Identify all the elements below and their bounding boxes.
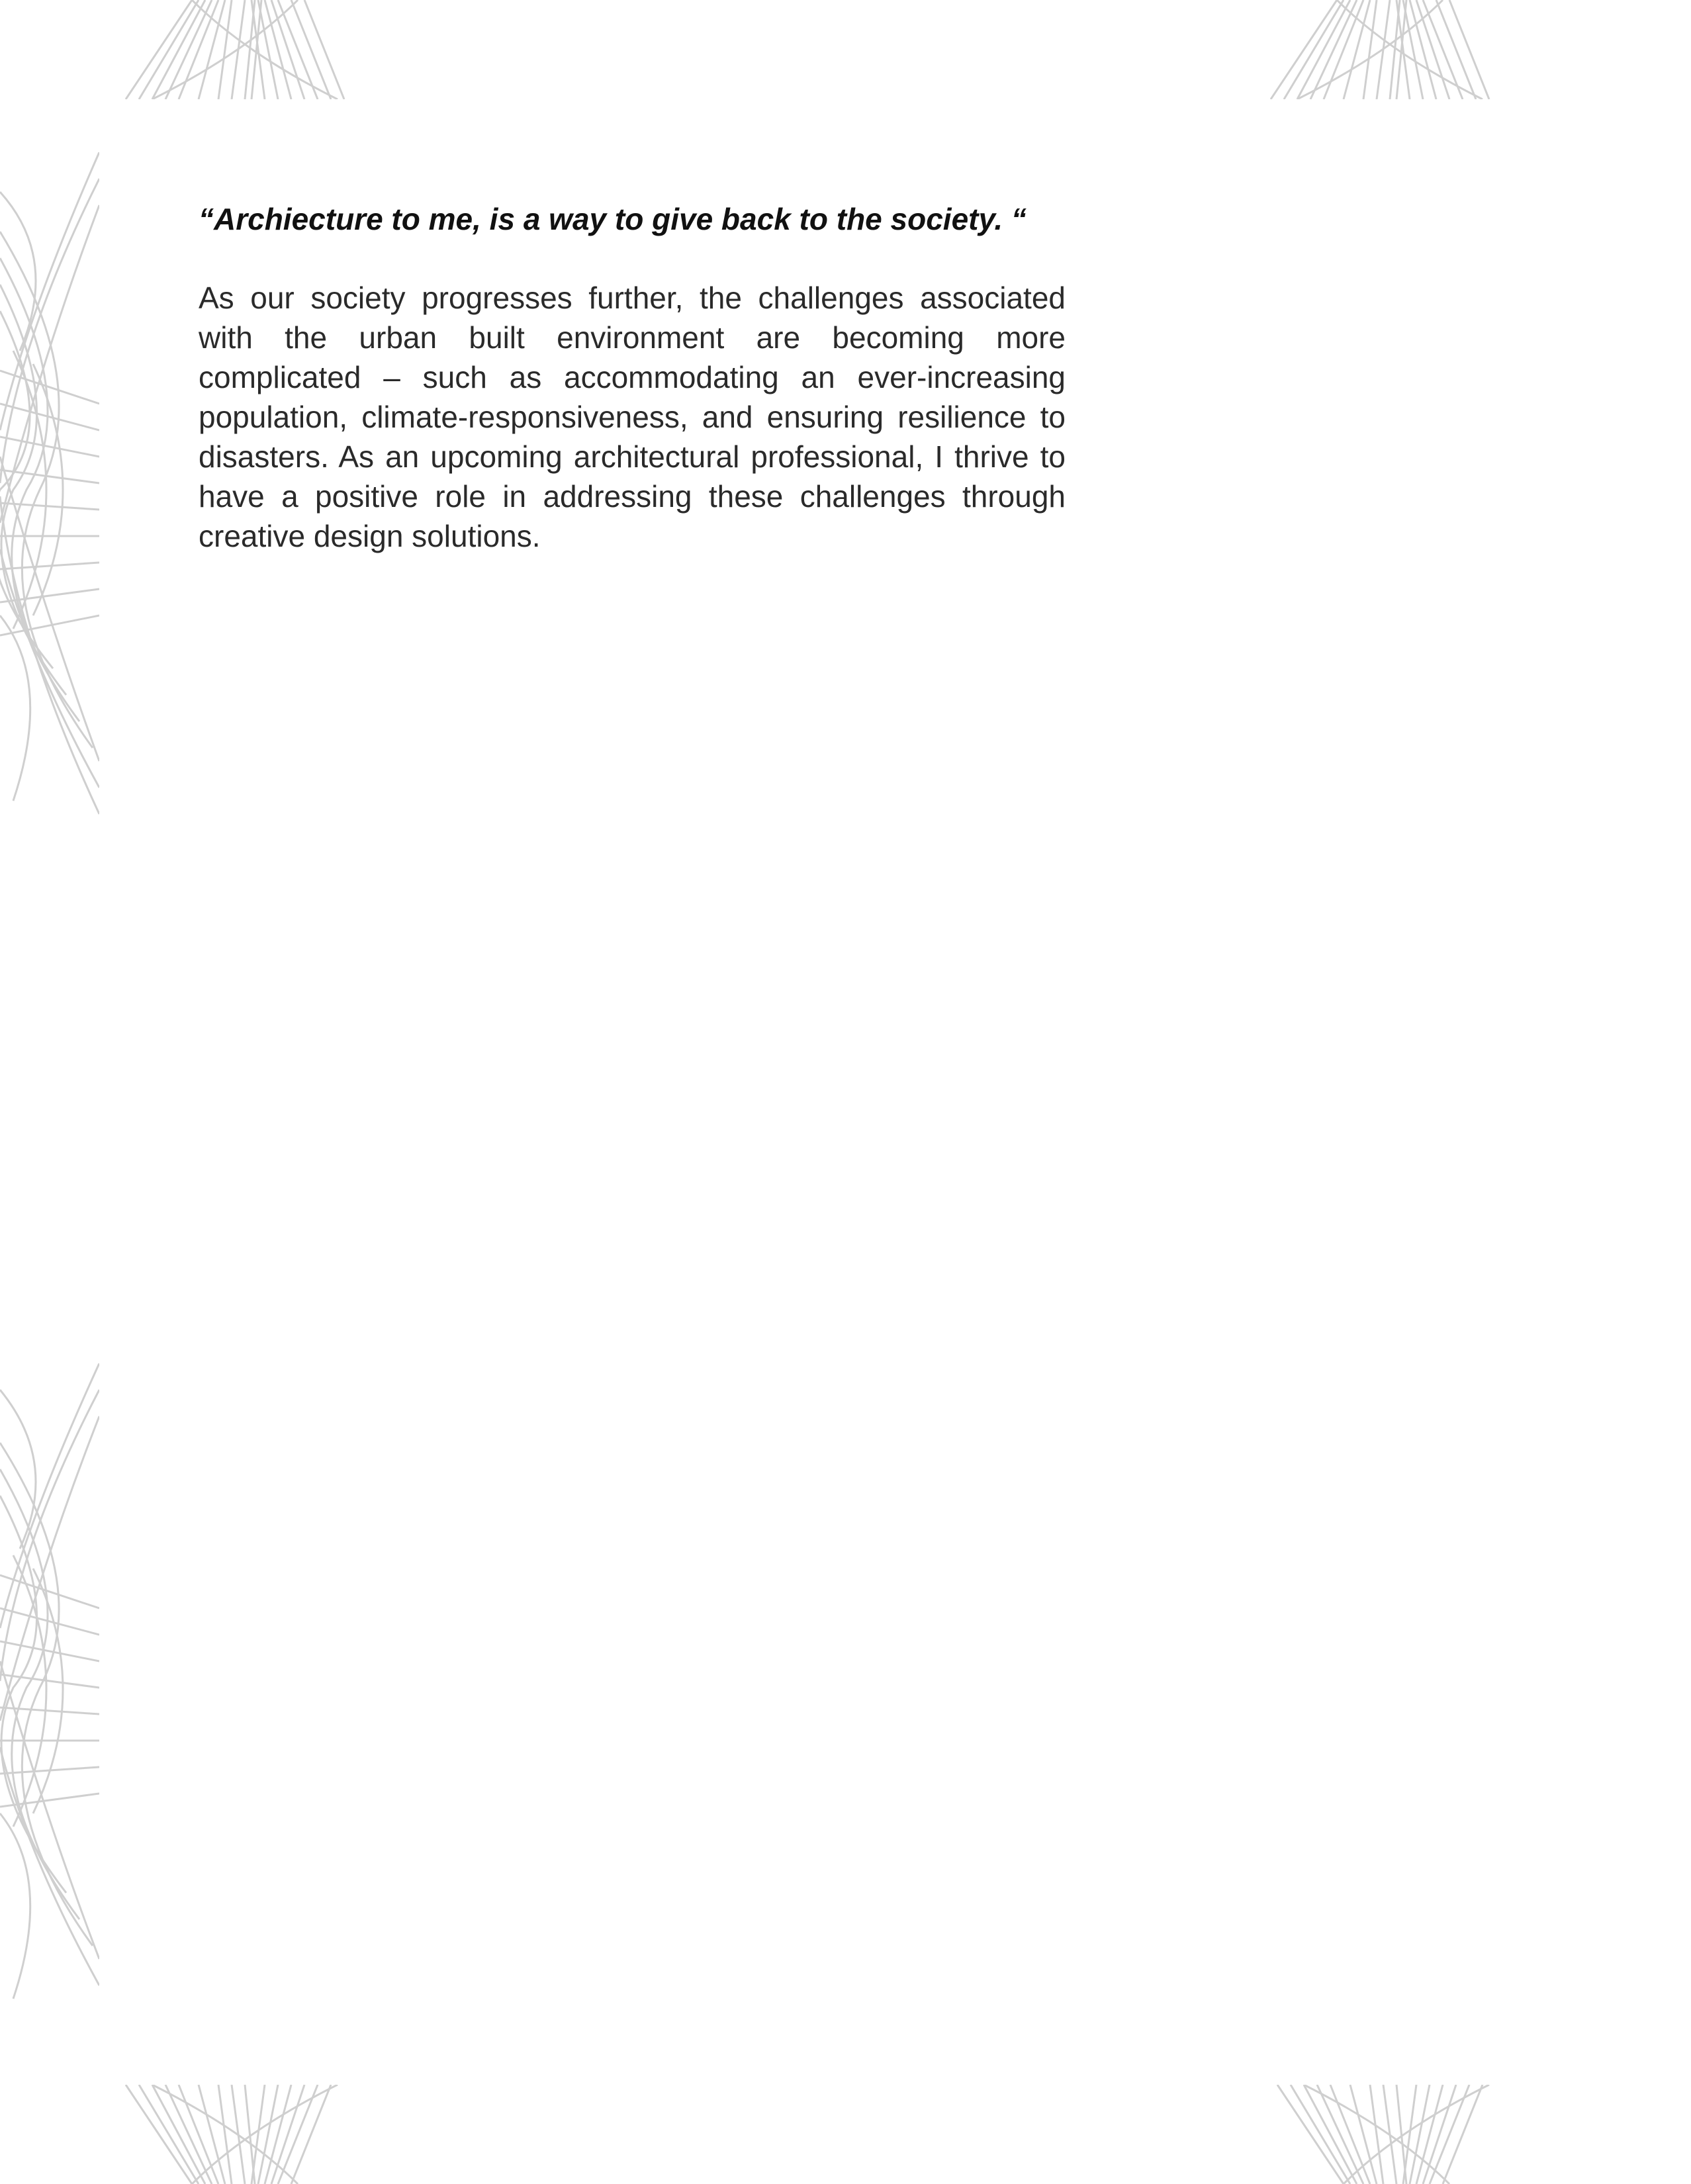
bottom-left-line-pattern [113, 2085, 377, 2184]
top-right-line-pattern [1257, 0, 1522, 99]
statement-section [199, 199, 1066, 556]
personal-quote: “Archiecture to me, is a way to give back to the society. “ [199, 202, 1027, 236]
left-upper-spirograph-pattern [0, 152, 99, 827]
bottom-right-line-pattern [1264, 2085, 1529, 2184]
top-left-line-pattern [113, 0, 377, 99]
left-lower-spirograph-pattern [0, 1363, 99, 2012]
statement-paragraph: As our society progresses further, the challenges associated with the urban built environment are becoming more complicated – such as accommodating an ever-increasing population, climate-responsiveness, and ensuring resilience to disasters. As an upcoming architectural professional, I thrive to have a positive role in addressing these challenges through creative design solutions. [199, 281, 1066, 553]
